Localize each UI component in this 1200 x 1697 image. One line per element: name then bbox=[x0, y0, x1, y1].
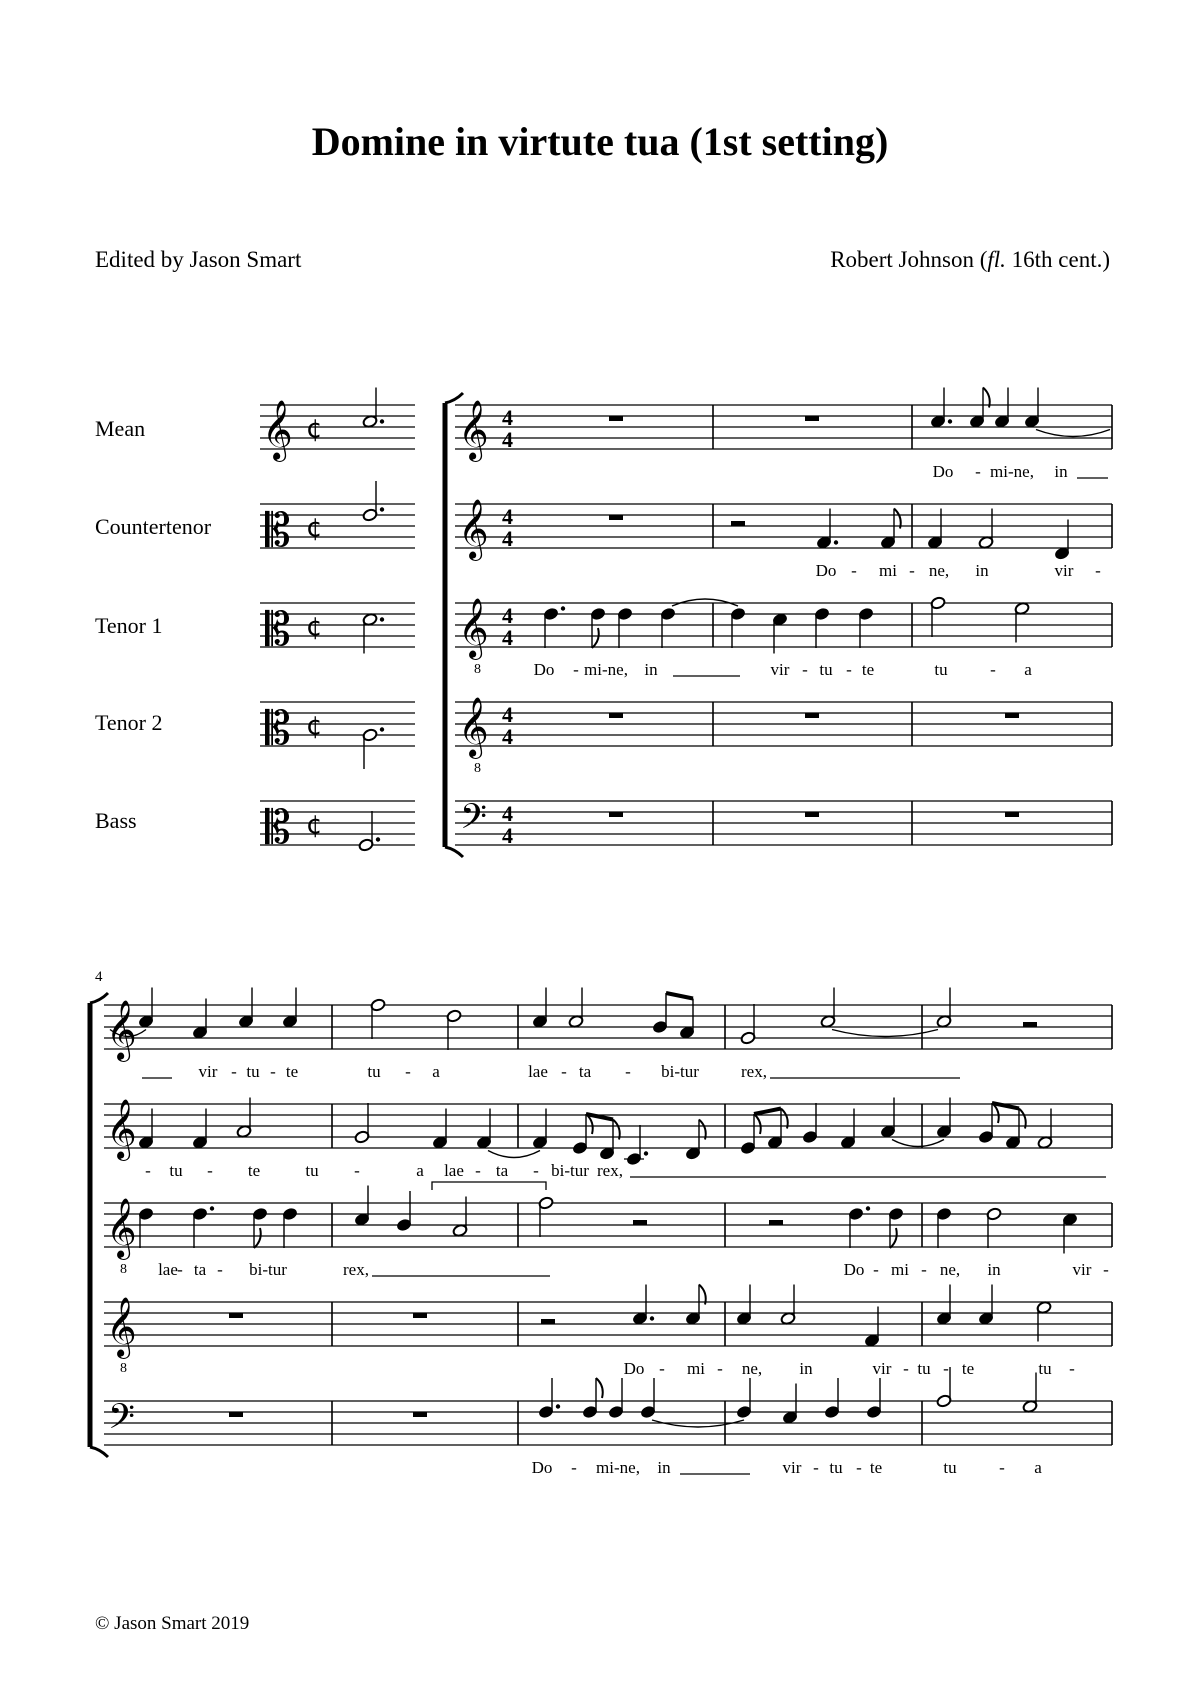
lyrics-tenor2: - bbox=[903, 1359, 909, 1378]
half-rest bbox=[1023, 1022, 1037, 1027]
c-clef-icon: 𝄡 bbox=[265, 701, 291, 755]
note-flag bbox=[254, 1228, 261, 1248]
lyrics-mean: a bbox=[432, 1062, 440, 1081]
augmentation-dot bbox=[380, 617, 384, 621]
voice-label-mean: Mean bbox=[95, 416, 146, 441]
half-rest bbox=[731, 521, 745, 526]
lyrics-bass: tu bbox=[829, 1458, 843, 1477]
lyrics-mean: - bbox=[405, 1062, 411, 1081]
lyrics-tenor1: mi-ne, bbox=[584, 660, 628, 679]
augmentation-dot bbox=[561, 606, 565, 610]
augmentation-dot bbox=[834, 540, 838, 544]
lyrics-mean: bi-tur bbox=[661, 1062, 699, 1081]
voice-label-bass: Bass bbox=[95, 808, 137, 833]
augmentation-dot bbox=[380, 419, 384, 423]
treble-clef-icon: 𝄞 bbox=[106, 1000, 137, 1060]
lyrics-countertenor: tu bbox=[305, 1161, 319, 1180]
lyrics-mean: - bbox=[561, 1062, 567, 1081]
time-signature: 4 bbox=[502, 526, 513, 551]
time-signature: 4 bbox=[502, 625, 513, 650]
lyrics-countertenor: - bbox=[475, 1161, 481, 1180]
lyrics-tenor1: rex, bbox=[343, 1260, 369, 1279]
treble-clef-icon: 𝄞 bbox=[262, 400, 293, 460]
whole-rest bbox=[1005, 812, 1019, 817]
lyrics-bass: - bbox=[813, 1458, 819, 1477]
lyrics-mean: vir bbox=[198, 1062, 218, 1081]
cut-time-icon: ¢ bbox=[306, 810, 323, 840]
augmentation-dot bbox=[376, 837, 380, 841]
lyrics-tenor2: in bbox=[799, 1359, 813, 1378]
treble-clef-icon: 𝄞 bbox=[458, 598, 489, 658]
note-flag bbox=[596, 1378, 603, 1398]
lyrics-tenor1: tu bbox=[934, 660, 948, 679]
lyrics-tenor2: - bbox=[943, 1359, 949, 1378]
lyrics-countertenor: ne, bbox=[928, 561, 950, 580]
tie bbox=[1036, 430, 1110, 437]
whole-rest bbox=[229, 1412, 243, 1417]
lyrics-bass: vir bbox=[782, 1458, 802, 1477]
lyrics-mean: - bbox=[625, 1062, 631, 1081]
whole-rest bbox=[609, 416, 623, 421]
lyrics-tenor1: Do bbox=[533, 660, 555, 679]
lyrics-mean: in bbox=[1054, 462, 1068, 481]
lyrics-tenor1: vir bbox=[1072, 1260, 1092, 1279]
treble-clef-icon: 𝄞 bbox=[458, 499, 489, 559]
lyrics-tenor1: in bbox=[987, 1260, 1001, 1279]
time-signature: 4 bbox=[502, 427, 513, 452]
editor-credit: Edited by Jason Smart bbox=[95, 247, 302, 272]
treble-clef-icon: 𝄞 bbox=[106, 1198, 137, 1258]
lyrics-bass: tu bbox=[943, 1458, 957, 1477]
lyrics-bass: - bbox=[571, 1458, 577, 1477]
lyrics-mean: lae bbox=[528, 1062, 548, 1081]
system-bracket-hook bbox=[445, 847, 463, 857]
lyrics-countertenor: - bbox=[145, 1161, 151, 1180]
ligature-bracket bbox=[432, 1182, 546, 1190]
lyrics-bass: a bbox=[1034, 1458, 1042, 1477]
time-signature: 4 bbox=[502, 405, 513, 430]
augmentation-dot bbox=[650, 1316, 654, 1320]
copyright-notice: © Jason Smart 2019 bbox=[95, 1613, 250, 1634]
whole-rest bbox=[805, 812, 819, 817]
lyrics-countertenor: ta bbox=[495, 1161, 509, 1180]
lyrics-tenor1: - bbox=[990, 660, 996, 679]
note-flag bbox=[890, 1228, 897, 1248]
lyrics-countertenor: in bbox=[975, 561, 989, 580]
lyrics-countertenor: - bbox=[851, 561, 857, 580]
lyrics-tenor2: mi bbox=[687, 1359, 705, 1378]
time-signature: 4 bbox=[502, 801, 513, 826]
lyrics-tenor1: ta bbox=[193, 1260, 207, 1279]
augmentation-dot bbox=[644, 1151, 648, 1155]
lyrics-tenor1: - bbox=[1103, 1260, 1109, 1279]
octave-marker: 8 bbox=[120, 1361, 127, 1376]
whole-rest bbox=[805, 416, 819, 421]
lyrics-tenor2: - bbox=[659, 1359, 665, 1378]
lyrics-mean: te bbox=[285, 1062, 299, 1081]
lyrics-countertenor: a bbox=[416, 1161, 424, 1180]
lyrics-tenor1: - bbox=[573, 660, 579, 679]
lyrics-tenor1: vir bbox=[770, 660, 790, 679]
lyrics-tenor1: - bbox=[921, 1260, 927, 1279]
lyrics-tenor2: vir bbox=[872, 1359, 892, 1378]
octave-marker: 8 bbox=[474, 761, 481, 776]
lyrics-tenor1: tu bbox=[819, 660, 833, 679]
lyrics-countertenor: - bbox=[354, 1161, 360, 1180]
cut-time-icon: ¢ bbox=[306, 513, 323, 543]
lyrics-tenor1: te bbox=[861, 660, 875, 679]
lyrics-mean: tu bbox=[367, 1062, 381, 1081]
lyrics-tenor2: tu bbox=[1038, 1359, 1052, 1378]
note-beam bbox=[666, 993, 693, 999]
lyrics-countertenor: rex, bbox=[597, 1161, 623, 1180]
treble-clef-icon: 𝄞 bbox=[106, 1297, 137, 1357]
lyrics-tenor2: - bbox=[717, 1359, 723, 1378]
lyrics-tenor1: Do bbox=[843, 1260, 865, 1279]
treble-clef-icon: 𝄞 bbox=[458, 697, 489, 757]
lyrics-countertenor: - bbox=[1095, 561, 1101, 580]
whole-rest bbox=[805, 713, 819, 718]
cut-time-icon: ¢ bbox=[306, 711, 323, 741]
lyrics-countertenor: - bbox=[533, 1161, 539, 1180]
time-signature: 4 bbox=[502, 603, 513, 628]
lyrics-tenor1: bi-tur bbox=[249, 1260, 287, 1279]
lyrics-countertenor: mi bbox=[879, 561, 897, 580]
lyrics-countertenor: vir bbox=[1054, 561, 1074, 580]
measure-number: 4 bbox=[95, 969, 103, 985]
lyrics-countertenor: - bbox=[207, 1161, 213, 1180]
augmentation-dot bbox=[948, 419, 952, 423]
augmentation-dot bbox=[866, 1206, 870, 1210]
lyrics-tenor1: - bbox=[177, 1260, 183, 1279]
lyrics-mean: Do bbox=[932, 462, 954, 481]
treble-clef-icon: 𝄞 bbox=[458, 400, 489, 460]
lyrics-countertenor: Do bbox=[815, 561, 837, 580]
whole-rest bbox=[413, 1313, 427, 1318]
lyrics-tenor2: tu bbox=[917, 1359, 931, 1378]
lyrics-mean: ta bbox=[578, 1062, 592, 1081]
whole-rest bbox=[1005, 713, 1019, 718]
voice-label-tenor2: Tenor 2 bbox=[95, 710, 163, 735]
lyrics-tenor2: Do bbox=[623, 1359, 645, 1378]
lyrics-tenor1: - bbox=[873, 1260, 879, 1279]
lyrics-tenor1: a bbox=[1024, 660, 1032, 679]
whole-rest bbox=[413, 1412, 427, 1417]
tie bbox=[892, 1140, 944, 1147]
c-clef-icon: 𝄡 bbox=[265, 602, 291, 656]
octave-marker: 8 bbox=[474, 662, 481, 677]
whole-rest bbox=[609, 713, 623, 718]
lyrics-bass: te bbox=[869, 1458, 883, 1477]
lyrics-tenor1: ne, bbox=[939, 1260, 961, 1279]
system-bracket-hook bbox=[90, 1447, 108, 1457]
octave-marker: 8 bbox=[120, 1262, 127, 1277]
voice-label-tenor1: Tenor 1 bbox=[95, 613, 163, 638]
lyrics-bass: Do bbox=[531, 1458, 553, 1477]
lyrics-bass: - bbox=[856, 1458, 862, 1477]
half-rest bbox=[769, 1220, 783, 1225]
lyrics-countertenor: tu bbox=[169, 1161, 183, 1180]
lyrics-tenor2: - bbox=[1069, 1359, 1075, 1378]
page-title: Domine in virtute tua (1st setting) bbox=[311, 119, 889, 164]
lyrics-tenor1: - bbox=[217, 1260, 223, 1279]
tie bbox=[488, 1151, 540, 1158]
whole-rest bbox=[609, 515, 623, 520]
whole-rest bbox=[609, 812, 623, 817]
lyrics-tenor1: - bbox=[846, 660, 852, 679]
composer-name: Robert Johnson ( bbox=[830, 247, 988, 272]
lyrics-tenor1: in bbox=[644, 660, 658, 679]
augmentation-dot bbox=[380, 507, 384, 511]
lyrics-mean: rex, bbox=[741, 1062, 767, 1081]
whole-rest bbox=[229, 1313, 243, 1318]
time-signature: 4 bbox=[502, 823, 513, 848]
half-rest bbox=[633, 1220, 647, 1225]
lyrics-tenor1: mi bbox=[891, 1260, 909, 1279]
lyrics-countertenor: te bbox=[247, 1161, 261, 1180]
augmentation-dot bbox=[556, 1404, 560, 1408]
c-clef-icon: 𝄡 bbox=[265, 503, 291, 557]
lyrics-mean: - bbox=[270, 1062, 276, 1081]
lyrics-tenor1: lae bbox=[158, 1260, 178, 1279]
note-flag bbox=[592, 628, 599, 648]
lyrics-mean: - bbox=[231, 1062, 237, 1081]
bass-clef-icon: 𝄢 bbox=[460, 796, 488, 845]
lyrics-mean: mi-ne, bbox=[990, 462, 1034, 481]
lyrics-bass: mi-ne, bbox=[596, 1458, 640, 1477]
voice-label-countertenor: Countertenor bbox=[95, 514, 212, 539]
lyrics-bass: - bbox=[999, 1458, 1005, 1477]
time-signature: 4 bbox=[502, 724, 513, 749]
lyrics-bass: in bbox=[657, 1458, 671, 1477]
lyrics-tenor2: ne, bbox=[741, 1359, 763, 1378]
composer-flourished: fl. bbox=[987, 247, 1006, 272]
augmentation-dot bbox=[380, 727, 384, 731]
half-rest bbox=[541, 1319, 555, 1324]
lyrics-tenor1: - bbox=[802, 660, 808, 679]
treble-clef-icon: 𝄞 bbox=[106, 1099, 137, 1159]
lyrics-mean: tu bbox=[246, 1062, 260, 1081]
time-signature: 4 bbox=[502, 702, 513, 727]
c-clef-icon: 𝄡 bbox=[265, 800, 291, 854]
note-flag bbox=[754, 1114, 761, 1134]
composer-dates: 16th cent.) bbox=[1005, 247, 1110, 272]
augmentation-dot bbox=[210, 1206, 214, 1210]
time-signature: 4 bbox=[502, 504, 513, 529]
cut-time-icon: ¢ bbox=[306, 414, 323, 444]
lyrics-tenor2: te bbox=[961, 1359, 975, 1378]
cut-time-icon: ¢ bbox=[306, 612, 323, 642]
lyrics-countertenor: lae bbox=[444, 1161, 464, 1180]
lyrics-countertenor: - bbox=[909, 561, 915, 580]
bass-clef-icon: 𝄢 bbox=[108, 1396, 136, 1445]
lyrics-mean: - bbox=[975, 462, 981, 481]
note-beam bbox=[754, 1109, 781, 1115]
lyrics-countertenor: bi-tur bbox=[551, 1161, 589, 1180]
